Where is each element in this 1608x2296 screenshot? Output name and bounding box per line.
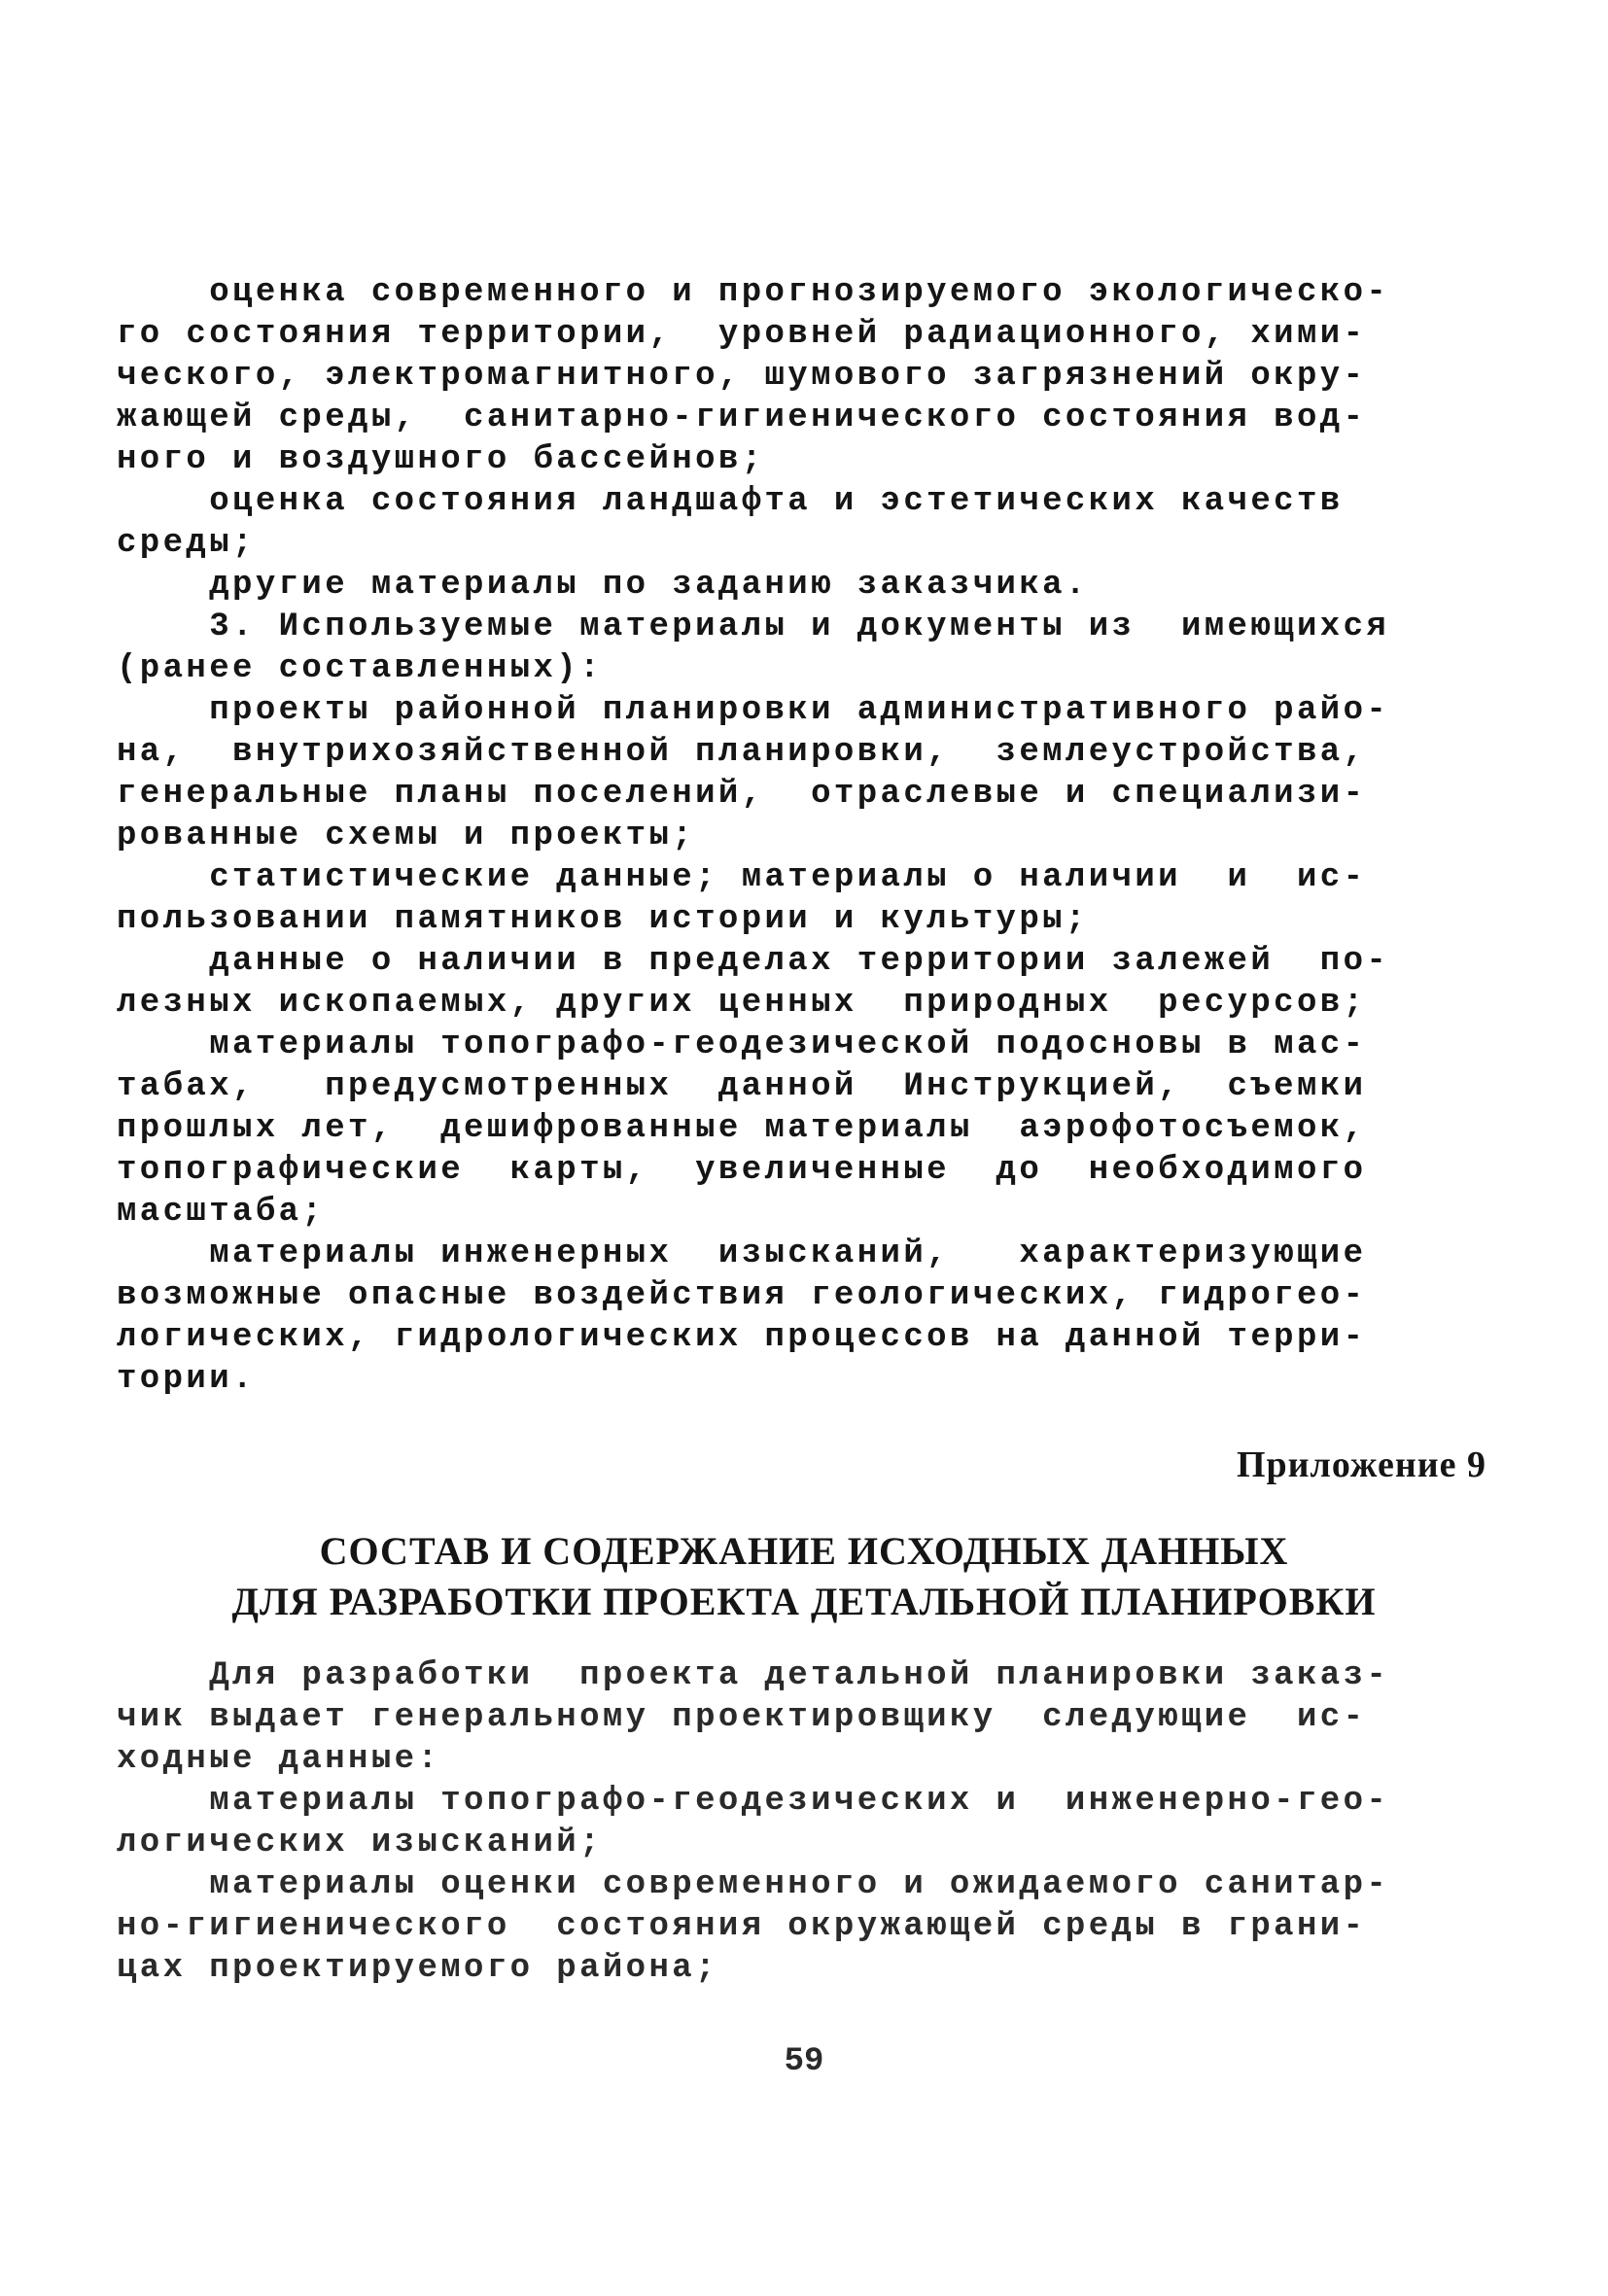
text-line: ческого, электромагнитного, шумового загрязнений окру- (117, 358, 1367, 395)
text-line: 3. Используемые материалы и документы из имеющихся (117, 609, 1390, 645)
text-line: на, внутрихозяйственной планировки, землеустройства, (117, 734, 1367, 771)
text-line: материалы топографо-геодезической подосновы в мас- (117, 1026, 1367, 1063)
text-line: материалы топографо-геодезических и инженерно-гео- (117, 1783, 1390, 1820)
text-line: материалы инженерных изысканий, характеризующие (117, 1235, 1367, 1272)
text-line: (ранее составленных): (117, 650, 603, 687)
text-line: пользовании памятников истории и культуры; (117, 901, 1089, 938)
text-line: статистические данные; материалы о наличии и ис- (117, 859, 1367, 896)
text-line: табах, предусмотренных данной Инструкцией, съемки (117, 1068, 1367, 1105)
page-number: 59 (784, 2043, 824, 2080)
text-line: ного и воздушного бассейнов; (117, 441, 765, 478)
body-text-bottom (117, 1655, 1517, 1990)
text-line: цах проектируемого района; (117, 1950, 718, 1987)
text-line: генеральные планы поселений, отраслевые и специализи- (117, 776, 1367, 813)
section-heading (0, 1526, 1608, 1627)
text-line: ходные данные: (117, 1741, 441, 1778)
text-line: материалы оценки современного и ожидаемого санитар- (117, 1866, 1390, 1903)
heading-line: СОСТАВ И СОДЕРЖАНИЕ ИСХОДНЫХ ДАННЫХ (319, 1529, 1289, 1573)
text-line: го состояния территории, уровней радиационного, хими- (117, 316, 1367, 353)
text-line: данные о наличии в пределах территории залежей по- (117, 943, 1390, 980)
text-line: но-гигиенического состояния окружающей среды в грани- (117, 1908, 1367, 1945)
text-line: оценка современного и прогнозируемого экологическо- (117, 274, 1390, 311)
text-line: масштаба; (117, 1194, 326, 1231)
heading-line: ДЛЯ РАЗРАБОТКИ ПРОЕКТА ДЕТАЛЬНОЙ ПЛАНИРОВКИ (231, 1580, 1377, 1623)
text-line: прошлых лет, дешифрованные материалы аэрофотосъемок, (117, 1110, 1367, 1147)
text-line: оценка состояния ландшафта и эстетических качеств (117, 483, 1344, 520)
text-line: Для разработки проекта детальной планировки заказ- (117, 1657, 1390, 1694)
text-line: другие материалы по заданию заказчика. (117, 567, 1089, 604)
text-line: логических изысканий; (117, 1825, 603, 1861)
body-text-top (117, 272, 1517, 1401)
text-line: чик выдает генеральному проектировщику следующие ис- (117, 1699, 1367, 1736)
text-line: жающей среды, санитарно-гигиенического состояния вод- (117, 400, 1367, 436)
text-line: топографические карты, увеличенные до необходимого (117, 1152, 1367, 1189)
text-line: лезных ископаемых, других ценных природных ресурсов; (117, 985, 1367, 1022)
text-line: проекты районной планировки административного райо- (117, 692, 1390, 729)
text-line: возможные опасные воздействия геологических, гидрогео- (117, 1277, 1367, 1314)
text-line: среды; (117, 525, 256, 562)
text-line: рованные схемы и проекты; (117, 818, 696, 854)
text-line: тории. (117, 1361, 256, 1398)
text-line: логических, гидрологических процессов на данной терри- (117, 1319, 1367, 1356)
appendix-label: Приложение 9 (1236, 1444, 1486, 1485)
